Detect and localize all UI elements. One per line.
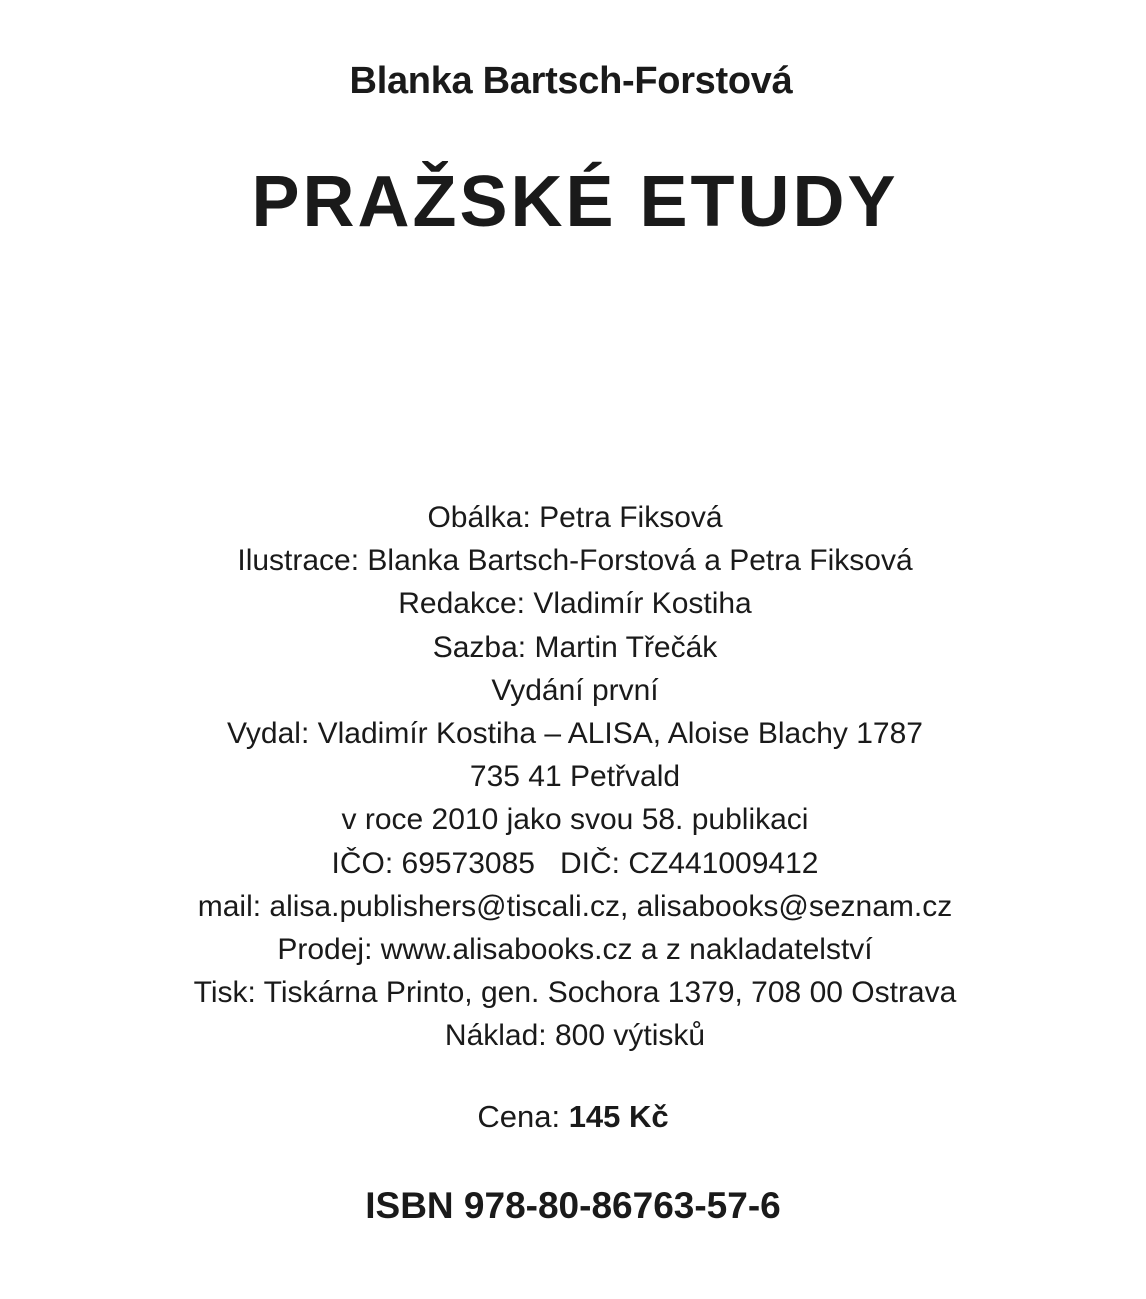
colophon-line-company-ids: IČO: 69573085 DIČ: CZ441009412: [331, 846, 819, 880]
colophon-line-publication-year: v roce 2010 jako svou 58. publikaci: [341, 803, 809, 837]
colophon: [2, 496, 1146, 1058]
colophon-line-editor: Redakce: Vladimír Kostiha: [398, 587, 752, 621]
colophon-line-postal-address: 735 41 Petřvald: [469, 760, 681, 794]
colophon-line-typesetting: Sazba: Martin Třečák: [432, 630, 718, 664]
colophon-line-cover: Obálka: Petra Fiksová: [427, 501, 723, 534]
colophon-line-illustrations: Ilustrace: Blanka Bartsch-Forstová a Petra Fiksová: [237, 544, 913, 578]
colophon-line-publisher: Vydal: Vladimír Kostiha – ALISA, Aloise Blachy 1787: [227, 717, 923, 751]
book-title: PRAŽSKÉ ETUDY: [251, 162, 899, 242]
price-label: Cena:: [477, 1099, 569, 1134]
colophon-line-edition: Vydání první: [491, 673, 659, 707]
price: [0, 1097, 1146, 1137]
colophon-line-email: mail: alisa.publishers@tiscali.cz, alisabooks@seznam.cz: [197, 889, 953, 923]
author-name: Blanka Bartsch-Forstová: [349, 60, 793, 102]
isbn: ISBN 978-80-86763-57-6: [365, 1185, 781, 1226]
colophon-line-print-run: Náklad: 800 výtisků: [444, 1019, 706, 1053]
colophon-line-printer: Tisk: Tiskárna Printo, gen. Sochora 1379, 708 00 Ostrava: [193, 976, 957, 1010]
colophon-line-sales: Prodej: www.alisabooks.cz a z nakladatelství: [277, 933, 873, 967]
price-amount: 145 Kč: [568, 1099, 669, 1134]
